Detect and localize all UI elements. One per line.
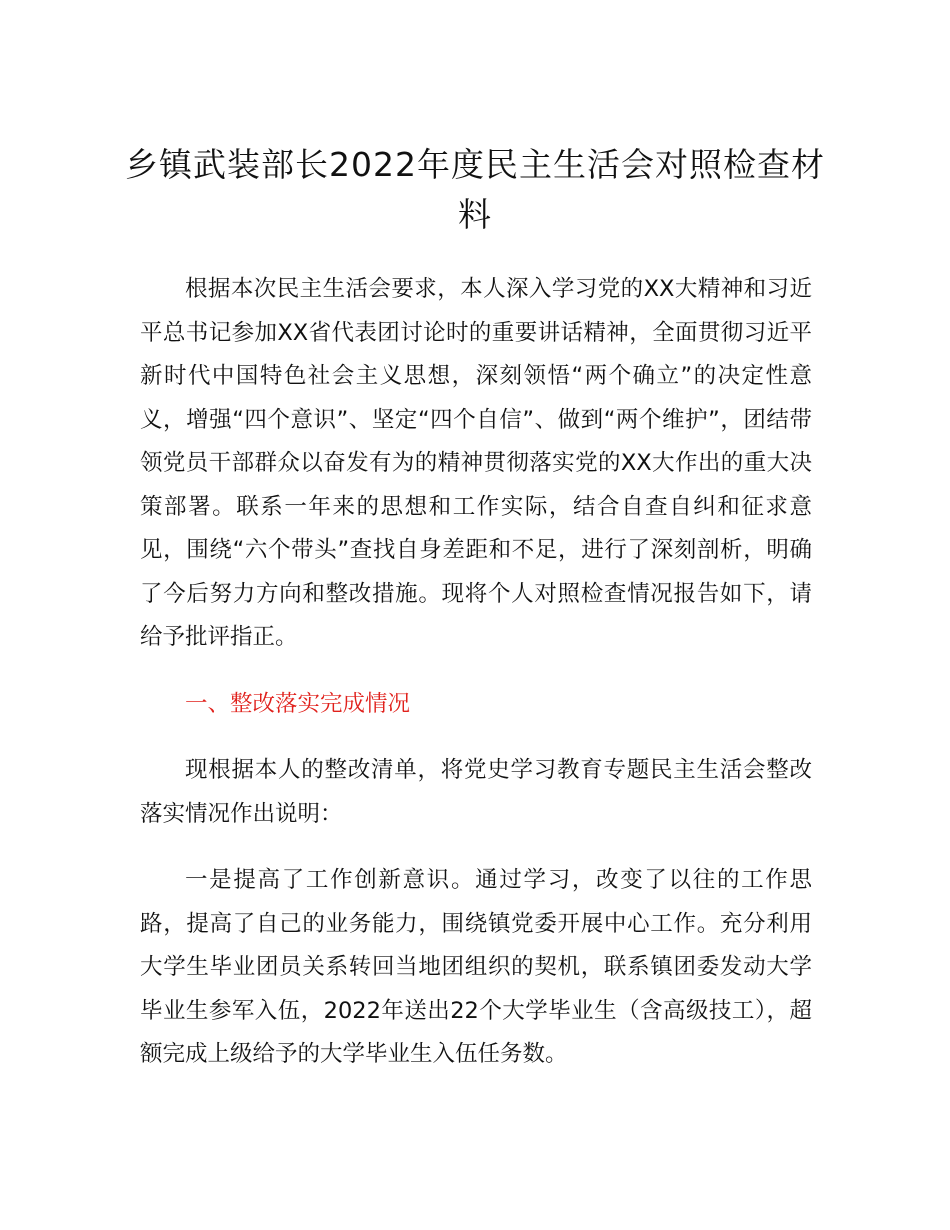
section-paragraph: 现根据本人的整改清单，将党史学习教育专题民主生活会整改落实情况作出说明：: [140, 757, 812, 827]
section-heading: 一、整改落实完成情况: [185, 690, 411, 717]
intro-paragraph: 根据本次民主生活会要求，本人深入学习党的XX大精神和习近平总书记参加XX省代表团讨论时的重要讲话精神，全面贯彻习近平新时代中国特色社会主义思想，深刻领悟“两个确立”的决定性意义，增强“四个意识”、坚定“四个自信”、做到“两个维护”，团结带领党员干部群众以奋发有为的精神贯彻落实党的XX大作出的重大决策部署。联系一年来的思想和工作实际，结合自查自纠和征求意见，围绕“六个带头”查找自身差距和不足，进行了深刻剖析，明确了今后努力方向和整改措施。现将个人对照检查情况报告如下，请给予批评指正。: [140, 276, 812, 650]
document-body: [140, 268, 812, 1100]
section-paragraph: 一是提高了工作创新意识。通过学习，改变了以往的工作思路，提高了自己的业务能力，围绕镇党委开展中心工作。充分利用大学生毕业团员关系转回当地团组织的契机，联系镇团委发动大学毕业生参军入伍，2022年送出22个大学毕业生（含高级技工），超额完成上级给予的大学毕业生入伍任务数。: [140, 867, 812, 1067]
document-title: 乡镇武装部长2022年度民主生活会对照检查材料: [125, 145, 825, 234]
